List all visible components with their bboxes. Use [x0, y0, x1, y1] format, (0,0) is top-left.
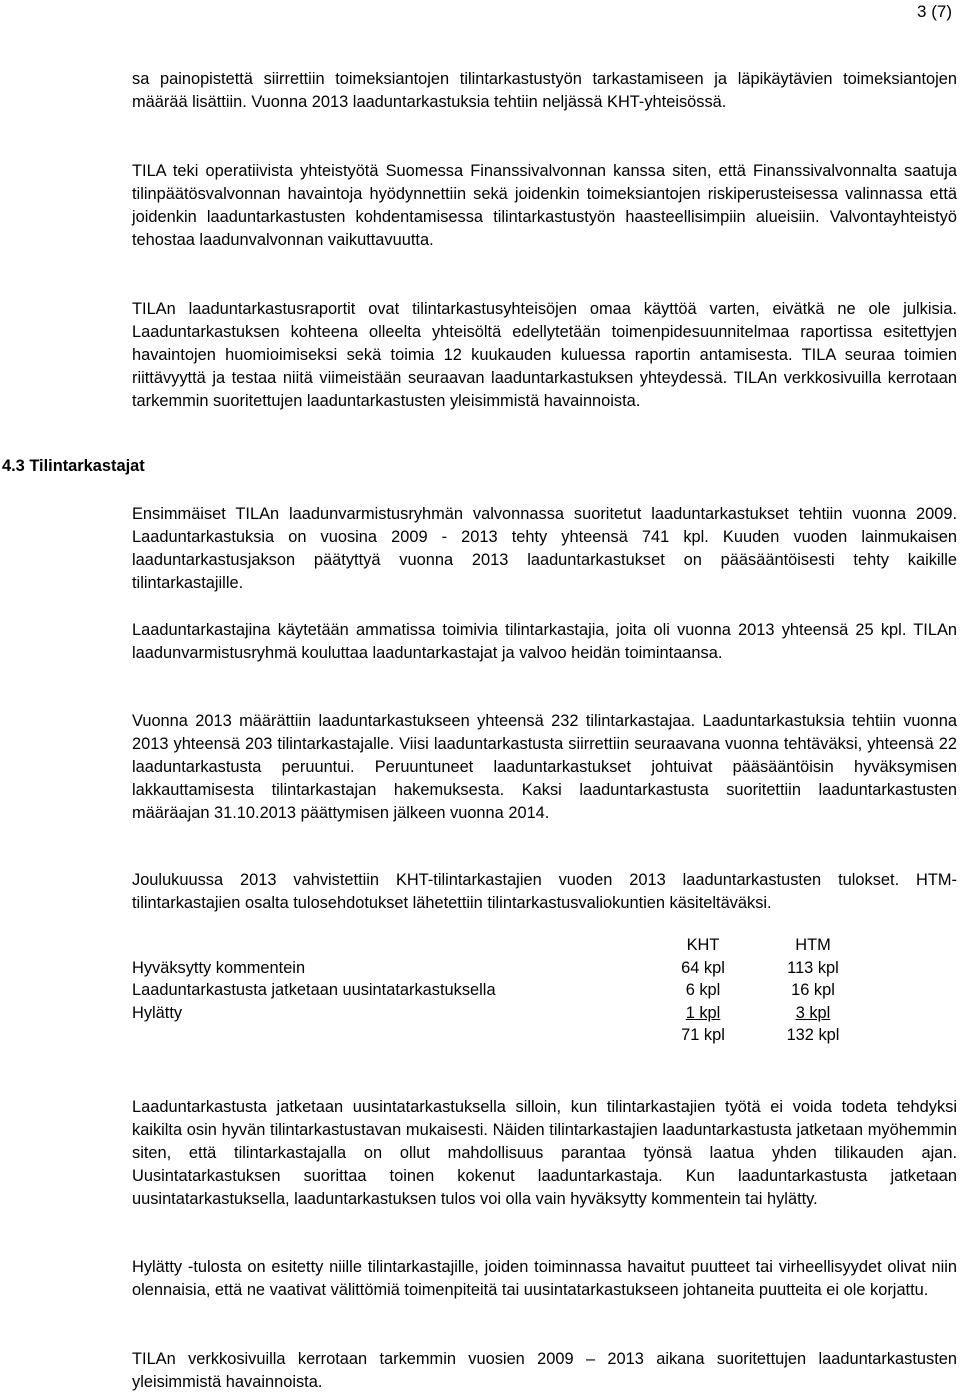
- table-row: [132, 981, 858, 1004]
- table-header-row: [132, 936, 858, 959]
- htm-value: 16 kpl: [791, 981, 835, 1000]
- paragraph: Joulukuussa 2013 vahvistettiin KHT-tilintarkastajien vuoden 2013 laaduntarkastusten tulokset. HTM-tilintarkastajien osalta tulosehdotukset lähetettiin tilintarkastusvaliokuntien käsiteltäväksi.: [132, 871, 957, 912]
- results-table: [132, 936, 858, 1049]
- paragraph: Ensimmäiset TILAn laadunvarmistusryhmän valvonnassa suoritetut laaduntarkastukset tehtiin vuonna 2009. Laaduntarkastuksia on vuosina 2009 - 2013 tehty yhteensä 741 kpl. Kuuden vuoden lainmukaisen laaduntarkastusjakson päätyttyä vuonna 2013 laaduntarkastukset on pääsääntöisesti tehty kaikille tilintarkastajille.: [132, 505, 957, 592]
- paragraph: Laaduntarkastusta jatketaan uusintatarkastuksella silloin, kun tilintarkastajien työtä ei voida todeta tehdyksi kaikilta osin hyvän tilintarkastustavan mukaisesti. Näiden tilintarkastajien laaduntarkastusta jatketaan myöhemmin siten, että tilintarkastajalla on ollut mahdollisuus parantaa työnsä laatua yhden tilikauden ajan. Uusintatarkastuksen suorittaa toinen kokenut laaduntarkastaja. Kun laaduntarkastusta jatketaan uusintatarkastuksella, laaduntarkastuksen tulos voi olla vain hyväksytty kommentein tai hylätty.: [132, 1098, 957, 1208]
- table-total-row: [132, 1026, 858, 1049]
- row-label: Hylätty: [132, 1003, 183, 1022]
- paragraph: TILAn laaduntarkastusraportit ovat tilintarkastusyhteisöjen omaa käyttöä varten, eivätkä ne ole julkisia. Laaduntarkastuksen kohteena olleelta yhteisöltä edellytetään toimenpidesuunnitelmaa raportissa esitettyjen havaintojen huomioimiseksi sekä toimia 12 kuukauden kuluessa raportin antamisesta. TILA seuraa toimien riittävyyttä ja testaa niitä viimeistään seuraavan laaduntarkastuksen yhteydessä. TILAn verkkosivuilla kerrotaan tarkemmin suoritettujen laaduntarkastusten yleisimmistä havainnoista.: [132, 300, 957, 410]
- row-label: Hyväksytty kommentein: [132, 958, 306, 977]
- kht-value: 64 kpl: [681, 958, 725, 977]
- page-number: 3 (7): [917, 2, 952, 21]
- table-row: [132, 1004, 858, 1027]
- htm-value: 3 kpl: [795, 1003, 831, 1022]
- kht-value: 6 kpl: [685, 981, 721, 1000]
- paragraph: Vuonna 2013 määrättiin laaduntarkastukseen yhteensä 232 tilintarkastajaa. Laaduntarkastuksia tehtiin vuonna 2013 yhteensä 203 tilintarkastajalle. Viisi laaduntarkastusta siirrettiin seuraavana vuonna tehtäväksi, yhteensä 22 laaduntarkastusta peruuntui. Peruuntuneet laaduntarkastukset johtuivat pääsääntöisin hyväksymisen lakkauttamisesta tilintarkastajan hakemuksesta. Kaksi laaduntarkastusta suoritettiin laaduntarkastusten määräajan 31.10.2013 päättymisen jälkeen vuonna 2014.: [132, 712, 957, 822]
- table-row: [132, 959, 858, 982]
- column-header: KHT: [686, 936, 720, 954]
- paragraph: sa painopistettä siirrettiin toimeksiantojen tilintarkastustyön tarkastamiseen ja läpikäytävien toimeksiantojen määrää lisättiin. Vuonna 2013 laaduntarkastuksia tehtiin neljässä KHT-yhteisössä.: [132, 70, 957, 111]
- row-label: Laaduntarkastusta jatketaan uusintatarkastuksella: [132, 981, 496, 1000]
- htm-value: 113 kpl: [787, 958, 839, 977]
- section-heading: 4.3 Tilintarkastajat: [2, 457, 145, 475]
- kht-value: 1 kpl: [685, 1003, 721, 1022]
- paragraph: Laaduntarkastajina käytetään ammatissa toimivia tilintarkastajia, joita oli vuonna 2013 yhteensä 25 kpl. TILAn laadunvarmistusryhmä kouluttaa laaduntarkastajat ja valvoo heidän toimintaansa.: [132, 621, 957, 662]
- htm-total: 132 kpl: [786, 1026, 840, 1045]
- paragraph: TILA teki operatiivista yhteistyötä Suomessa Finanssivalvonnan kanssa siten, että Finanssivalvonnalta saatuja tilinpäätösvalvonnan havaintoja hyödynnettiin sekä joidenkin toimeksiantojen riskiperusteisessa valinnassa että joidenkin laaduntarkastusten kohdentamisessa tilintarkastustyön haasteellisimpiin alueisiin. Valvontayhteistyö tehostaa laadunvalvonnan vaikuttavuutta.: [132, 162, 957, 249]
- paragraph: Hylätty -tulosta on esitetty niille tilintarkastajille, joiden toiminnassa havaitut puutteet tai virheellisyydet olivat niin olennaisia, että ne vaativat välittömiä toimenpiteitä tai uusintatarkastukseen johtaneita puutteita ei ole korjattu.: [132, 1258, 957, 1299]
- paragraph: TILAn verkkosivuilla kerrotaan tarkemmin vuosien 2009 – 2013 aikana suoritettujen laaduntarkastusten yleisimmistä havainnoista.: [132, 1350, 957, 1391]
- kht-total: 71 kpl: [681, 1026, 725, 1045]
- column-header: HTM: [795, 936, 831, 954]
